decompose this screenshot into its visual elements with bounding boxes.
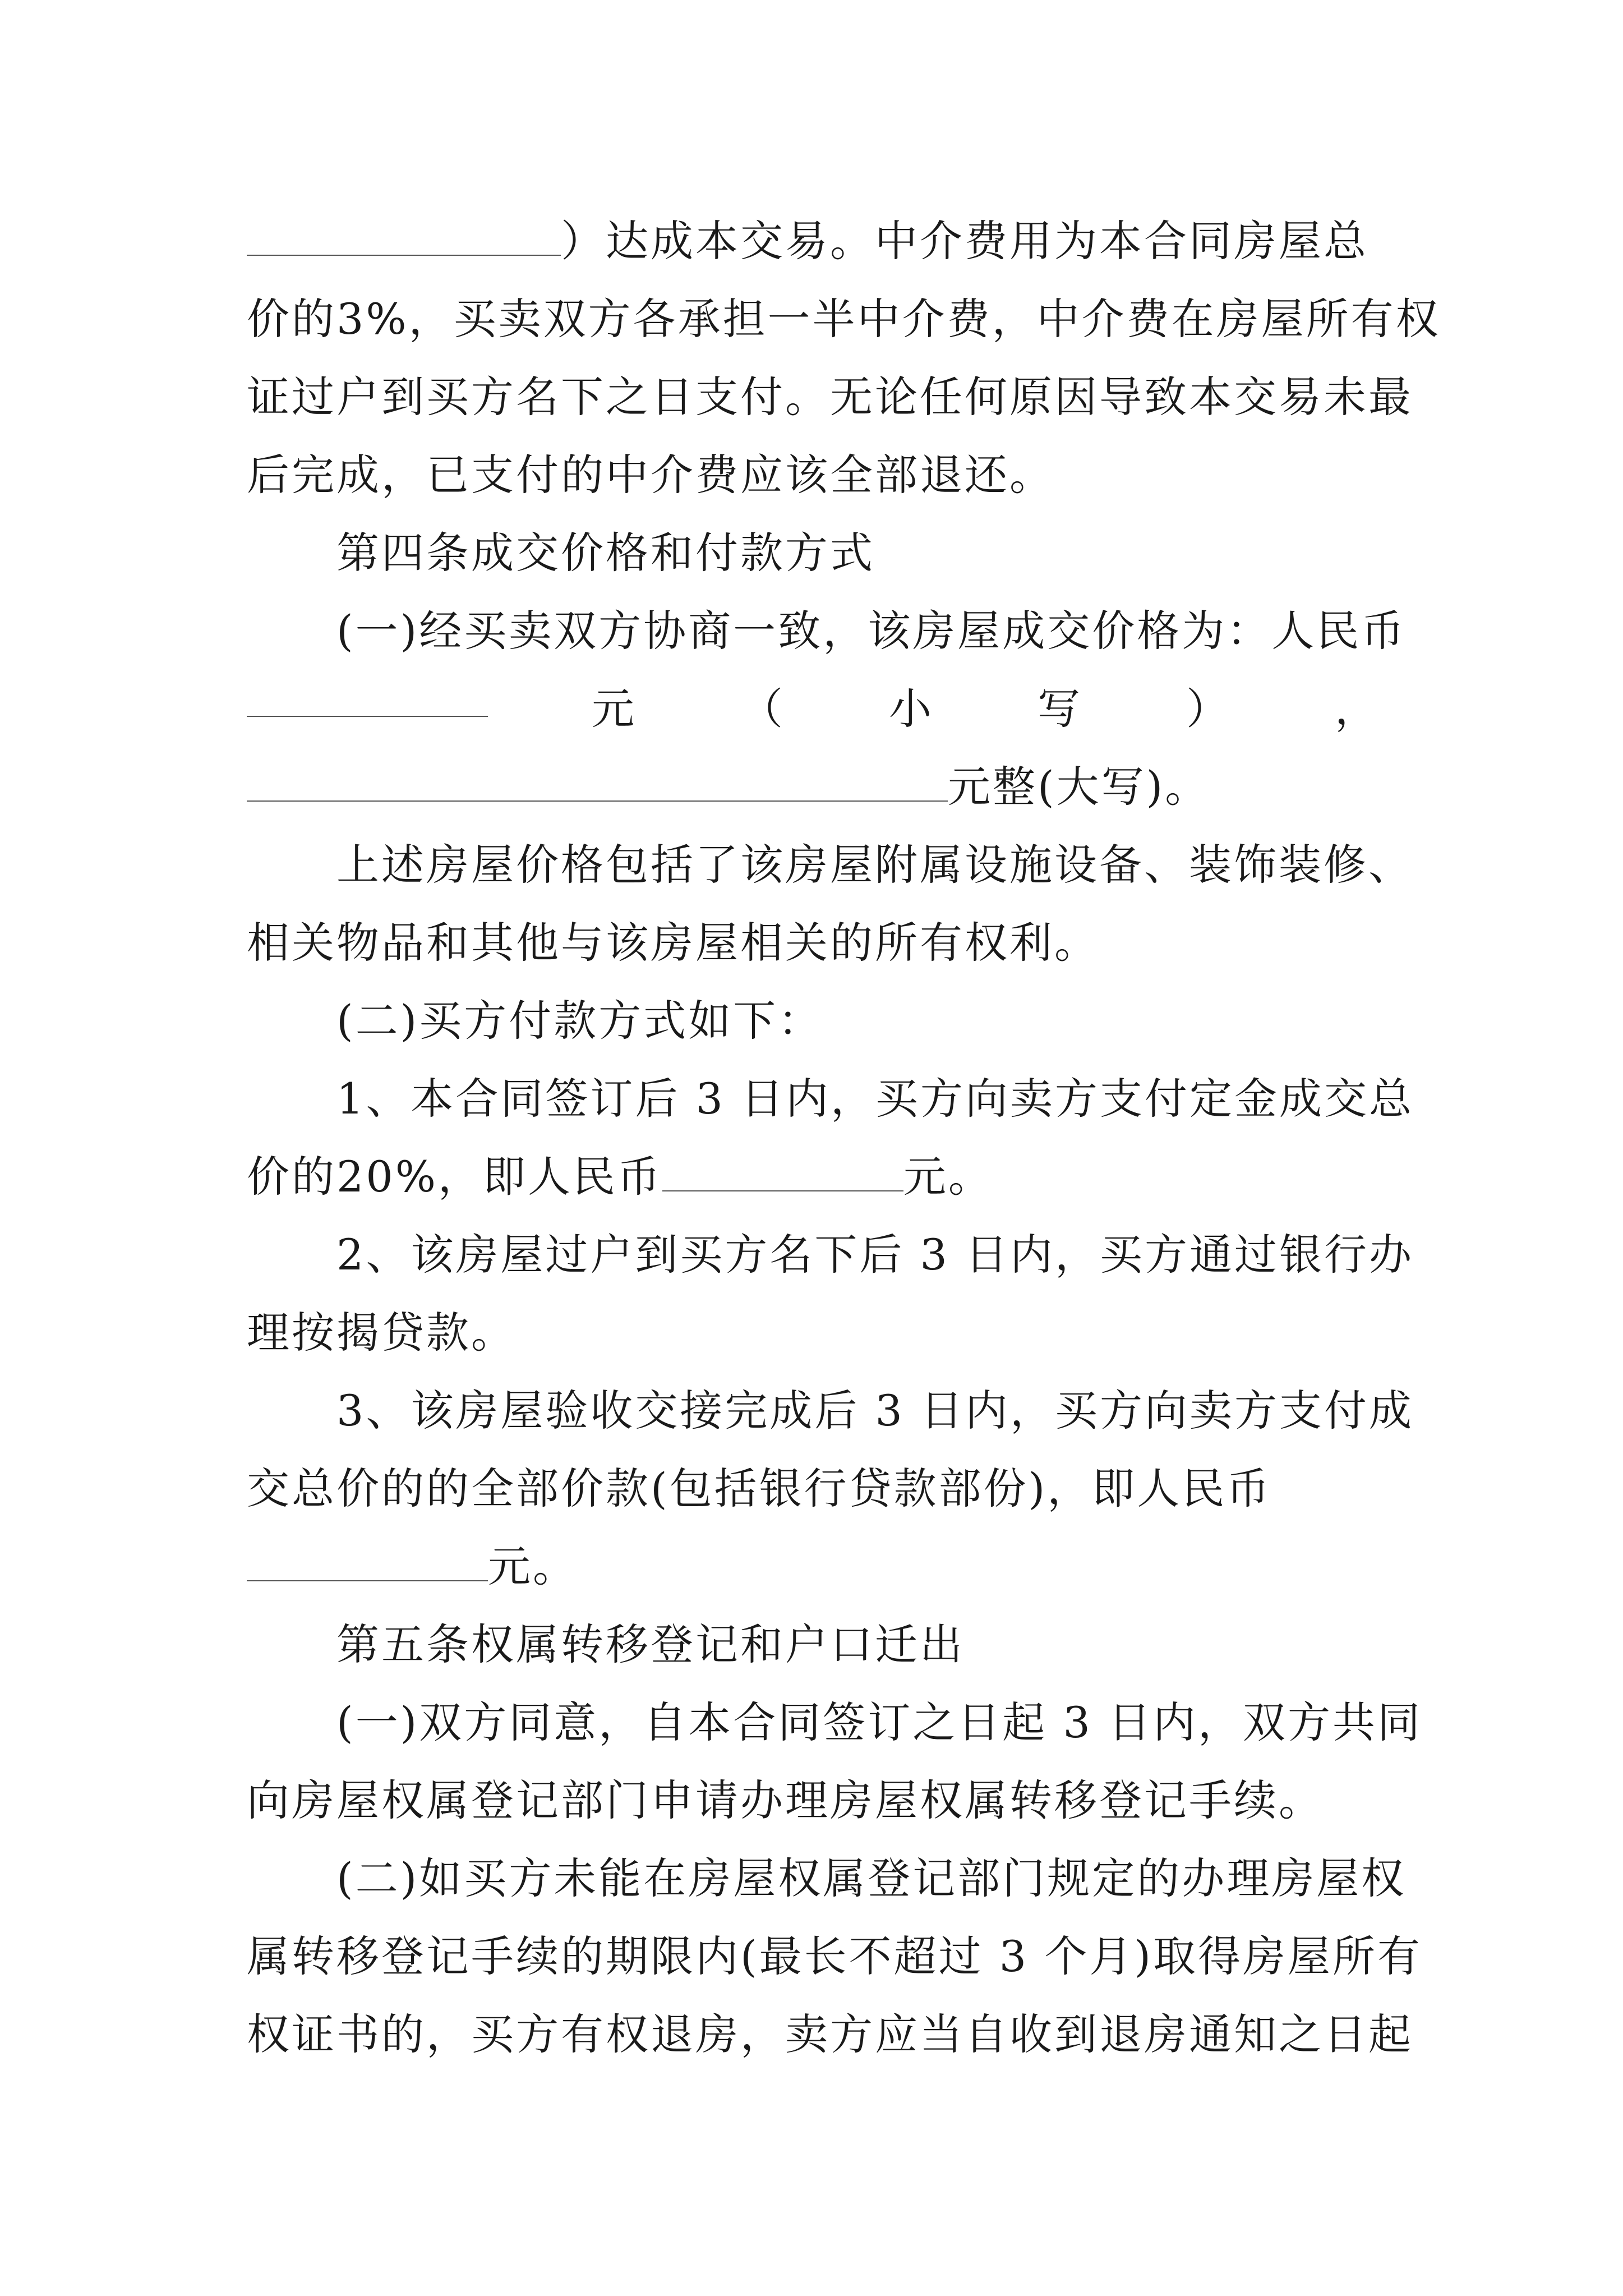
line-text: ，: [1335, 684, 1380, 734]
text-line-22: [336, 1851, 1406, 1907]
line-text: 写: [1038, 684, 1082, 734]
blank-field-price-lowercase: [247, 681, 488, 717]
line-text: 交总价的的全部价款(包括银行贷款部份)，即人民币: [247, 1464, 1272, 1513]
line-text: （: [740, 684, 785, 734]
text-line-15: [247, 1305, 516, 1361]
text-line-8: [247, 759, 1210, 815]
text-line-14: [336, 1227, 1414, 1283]
line-text: 属转移登记手续的期限内(最长不超过 3 个月)取得房屋所有: [247, 1931, 1422, 1981]
text-line-11: [336, 993, 823, 1049]
text-line-24: [247, 2007, 1413, 2063]
line-text: 后完成，已支付的中介费应该全部退还。: [247, 450, 1054, 500]
text-line-1: [247, 213, 1368, 269]
text-line-10: [247, 915, 1099, 971]
line-text: 证过户到买方名下之日支付。无论任何原因导致本交易未最: [247, 372, 1413, 422]
text-line-4: [247, 447, 1054, 503]
line-text: 小: [889, 684, 934, 734]
line-text: (一)经买卖双方协商一致，该房屋成交价格为：人民币: [336, 606, 1407, 656]
text-line-21: [247, 1773, 1324, 1829]
text-line-18: [247, 1539, 578, 1595]
text-line-3: [247, 369, 1413, 425]
text-line-6: [336, 603, 1406, 659]
blank-field-deposit: [662, 1156, 903, 1191]
line-text: 价的20%，即人民币: [247, 1152, 662, 1202]
line-text: 理按揭贷款。: [247, 1308, 516, 1358]
line-text: 向房屋权属登记部门申请办理房屋权属转移登记手续。: [247, 1775, 1324, 1825]
line-text: 1、本合同签订后 3 日内，买方向卖方支付定金成交总: [336, 1074, 1414, 1124]
line-text: (二)买方付款方式如下：: [336, 996, 823, 1046]
line-text: 价的3%，买卖双方各承担一半中介费，中介费在房屋所有权: [247, 294, 1441, 344]
line-text: 上述房屋价格包括了该房屋附属设施设备、装饰装修、: [336, 840, 1413, 890]
blank-field-full-payment: [247, 1545, 488, 1581]
section-heading-article-4: [336, 525, 875, 581]
text-line-7: [247, 681, 1380, 737]
price-lowercase-row: [247, 681, 1380, 737]
text-line-20: [336, 1695, 1422, 1751]
line-text: 第五条权属转移登记和户口迁出: [336, 1619, 965, 1669]
text-line-16: [336, 1383, 1414, 1439]
blank-field-agency: [247, 220, 561, 256]
text-line-17: [247, 1461, 1271, 1517]
line-text: (二)如买方未能在房屋权属登记部门规定的办理房屋权: [336, 1853, 1407, 1903]
line-text: 权证书的，买方有权退房，卖方应当自收到退房通知之日起: [247, 2009, 1413, 2059]
line-text: (一)双方同意，自本合同签订之日起 3 日内，双方共同: [336, 1697, 1422, 1747]
line-text: 元。: [488, 1542, 578, 1591]
blank-field-price-uppercase: [247, 766, 948, 802]
text-line-12: [336, 1071, 1414, 1127]
line-text: 元整(大写)。: [948, 762, 1210, 812]
text-line-9: [336, 837, 1413, 893]
line-text: 第四条成交价格和付款方式: [336, 528, 875, 578]
line-text: 元。: [903, 1152, 993, 1202]
line-text: ）: [1186, 684, 1231, 734]
line-text: 相关物品和其他与该房屋相关的所有权利。: [247, 918, 1099, 968]
section-heading-article-5: [336, 1617, 965, 1673]
text-line-2: [247, 291, 1441, 347]
line-text: 3、该房屋验收交接完成后 3 日内，买方向卖方支付成: [336, 1386, 1414, 1435]
line-text: ）达成本交易。中介费用为本合同房屋总: [561, 216, 1368, 266]
text-line-23: [247, 1929, 1422, 1985]
line-text: 元: [592, 684, 637, 734]
text-line-13: [247, 1149, 993, 1205]
line-text: 2、该房屋过户到买方名下后 3 日内，买方通过银行办: [336, 1230, 1414, 1280]
